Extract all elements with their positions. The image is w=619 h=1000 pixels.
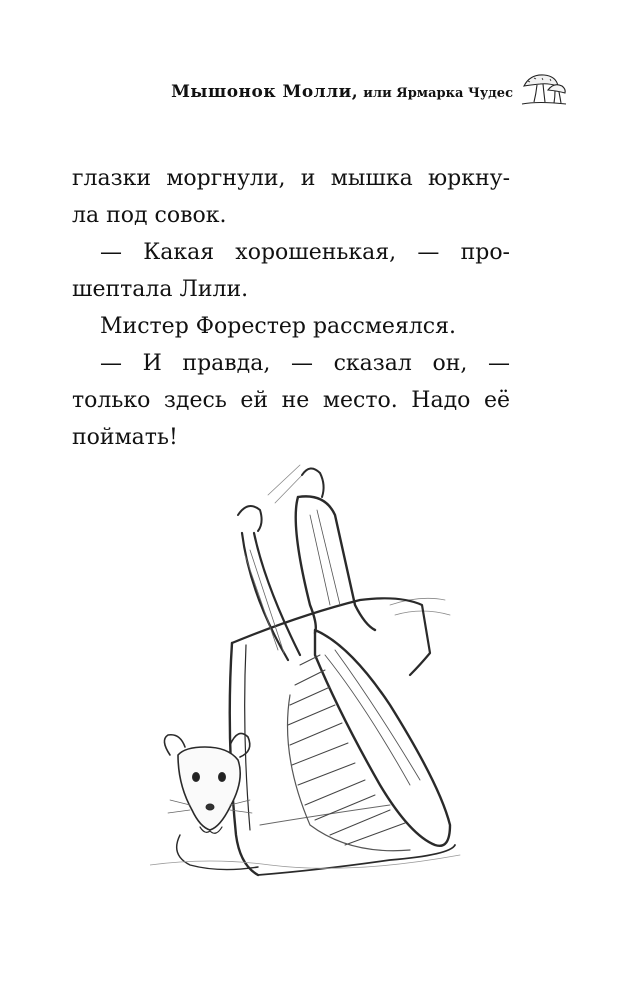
text-line: глазки моргнули, и мышка юркну- [72, 166, 510, 191]
body-text [72, 160, 510, 456]
text-line: ла под совок. [72, 203, 227, 228]
sketch-hatching [268, 465, 450, 615]
dustpan-mouse-illustration [150, 455, 470, 915]
book-subtitle: или Ярмарка Чудес [363, 86, 513, 101]
text-line: шептала Лили. [72, 277, 249, 302]
book-title: Мышонок Молли, [171, 82, 359, 102]
text-line: — Какая хорошенькая, — про- [100, 240, 510, 265]
text-line: — И правда, — сказал он, — [100, 351, 510, 376]
mouse [164, 733, 258, 869]
text-line: Мистер Форестер рассмеялся. [100, 314, 456, 339]
text-line: поймать! [72, 425, 178, 450]
mushrooms-icon [518, 66, 568, 108]
dustpan [230, 506, 455, 875]
text-line: только здесь ей не место. Надо её [72, 388, 510, 413]
running-header [0, 82, 513, 102]
